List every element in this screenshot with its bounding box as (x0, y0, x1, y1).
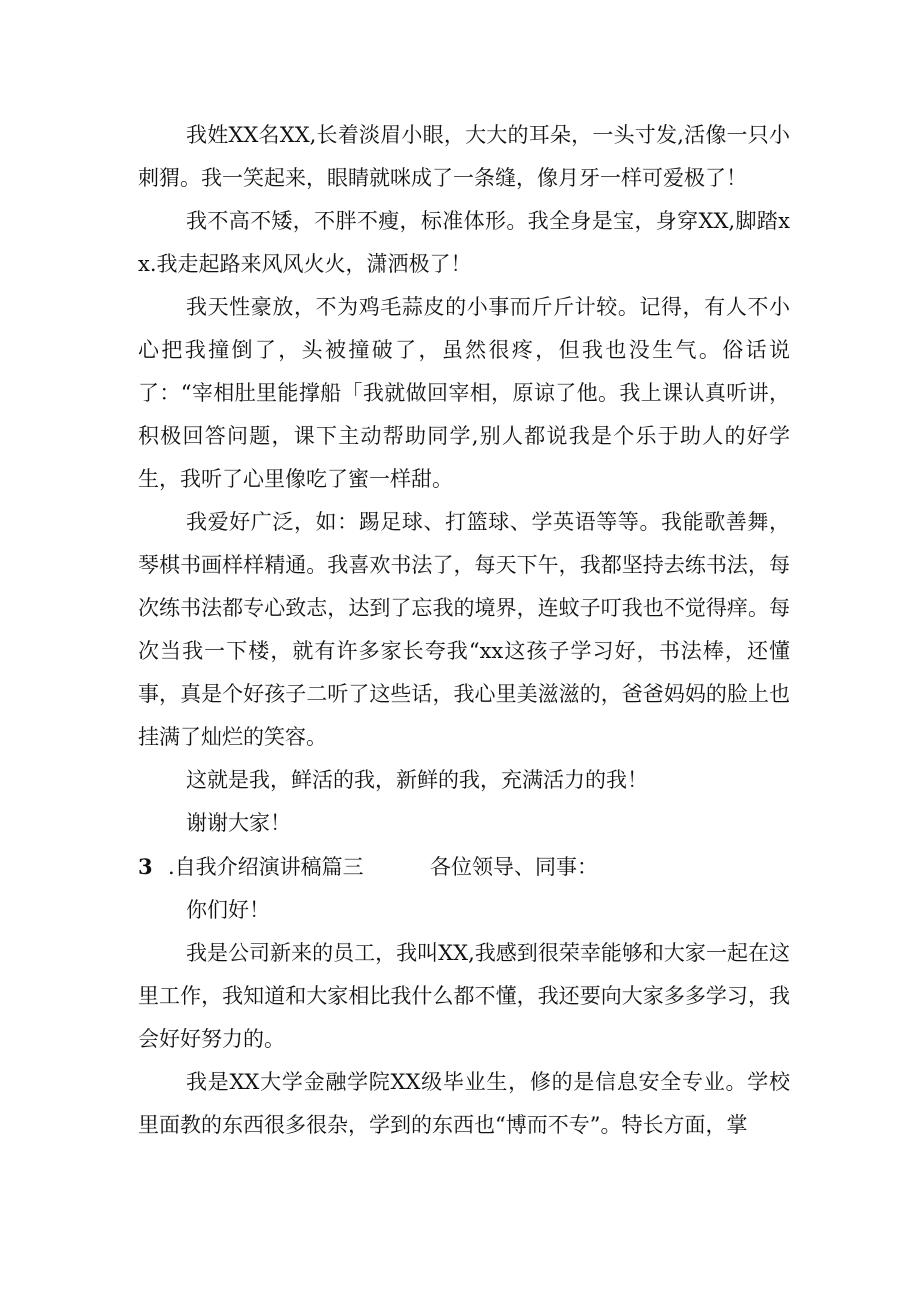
paragraph-figure-clothing: 我不高不矮，不胖不瘦，标准体形。我全身是宝，身穿XX,脚踏xx.我走起路来风风火火，潇洒极了！ (138, 209, 790, 276)
section-greeting: 各位领导、同事： (430, 855, 598, 879)
paragraph-new-employee: 我是公司新来的员工，我叫XX,我感到很荣幸能够和大家一起在这里工作，我知道和大家相比我什么都不懂，我还要向大家多多学习，我会好好努力的。 (138, 941, 790, 1051)
paragraph-hello: 你们好！ (186, 898, 270, 922)
paragraph-conclusion: 这就是我，鲜活的我，新鲜的我，充满活力的我！ (186, 768, 648, 792)
section-title: .自我介绍演讲稿篇三 (168, 855, 364, 879)
paragraph-thanks: 谢谢大家！ (186, 811, 291, 835)
section-number: 3 (138, 854, 153, 879)
paragraph-personality: 我天性豪放，不为鸡毛蒜皮的小事而斤斤计较。记得，有人不小心把我撞倒了，头被撞破了，虽然很疼，但我也没生气。俗话说了：“宰相肚里能撑船「我就做回宰相，原谅了他。我上课认真听讲，积极回答问题，课下主动帮助同学,别人都说我是个乐于助人的好学生，我听了心里像吃了蜜一样甜。 (138, 295, 790, 491)
paragraph-education: 我是XX大学金融学院XX级毕业生，修的是信息安全专业。学校里面教的东西很多很杂，学到的东西也“博而不专”。特长方面，掌 (138, 1070, 790, 1137)
paragraph-appearance: 我姓XX名XX,长着淡眉小眼，大大的耳朵，一头寸发,活像一只小刺猬。我一笑起来，眼睛就咪成了一条缝，像月牙一样可爱极了！ (138, 123, 790, 190)
document-body (138, 114, 790, 1147)
paragraph-hobbies: 我爱好广泛，如：踢足球、打篮球、学英语等等。我能歌善舞，琴棋书画样样精通。我喜欢书法了，每天下午，我都坚持去练书法，每次练书法都专心致志，达到了忘我的境界，连蚊子叮我也不觉得痒。每次当我一下楼，就有许多家长夸我“xx这孩子学习好，书法棒，还懂事，真是个好孩子二听了这些话，我心里美滋滋的，爸爸妈妈的脸上也挂满了灿烂的笑容。 (138, 510, 790, 749)
section-heading (138, 845, 790, 889)
